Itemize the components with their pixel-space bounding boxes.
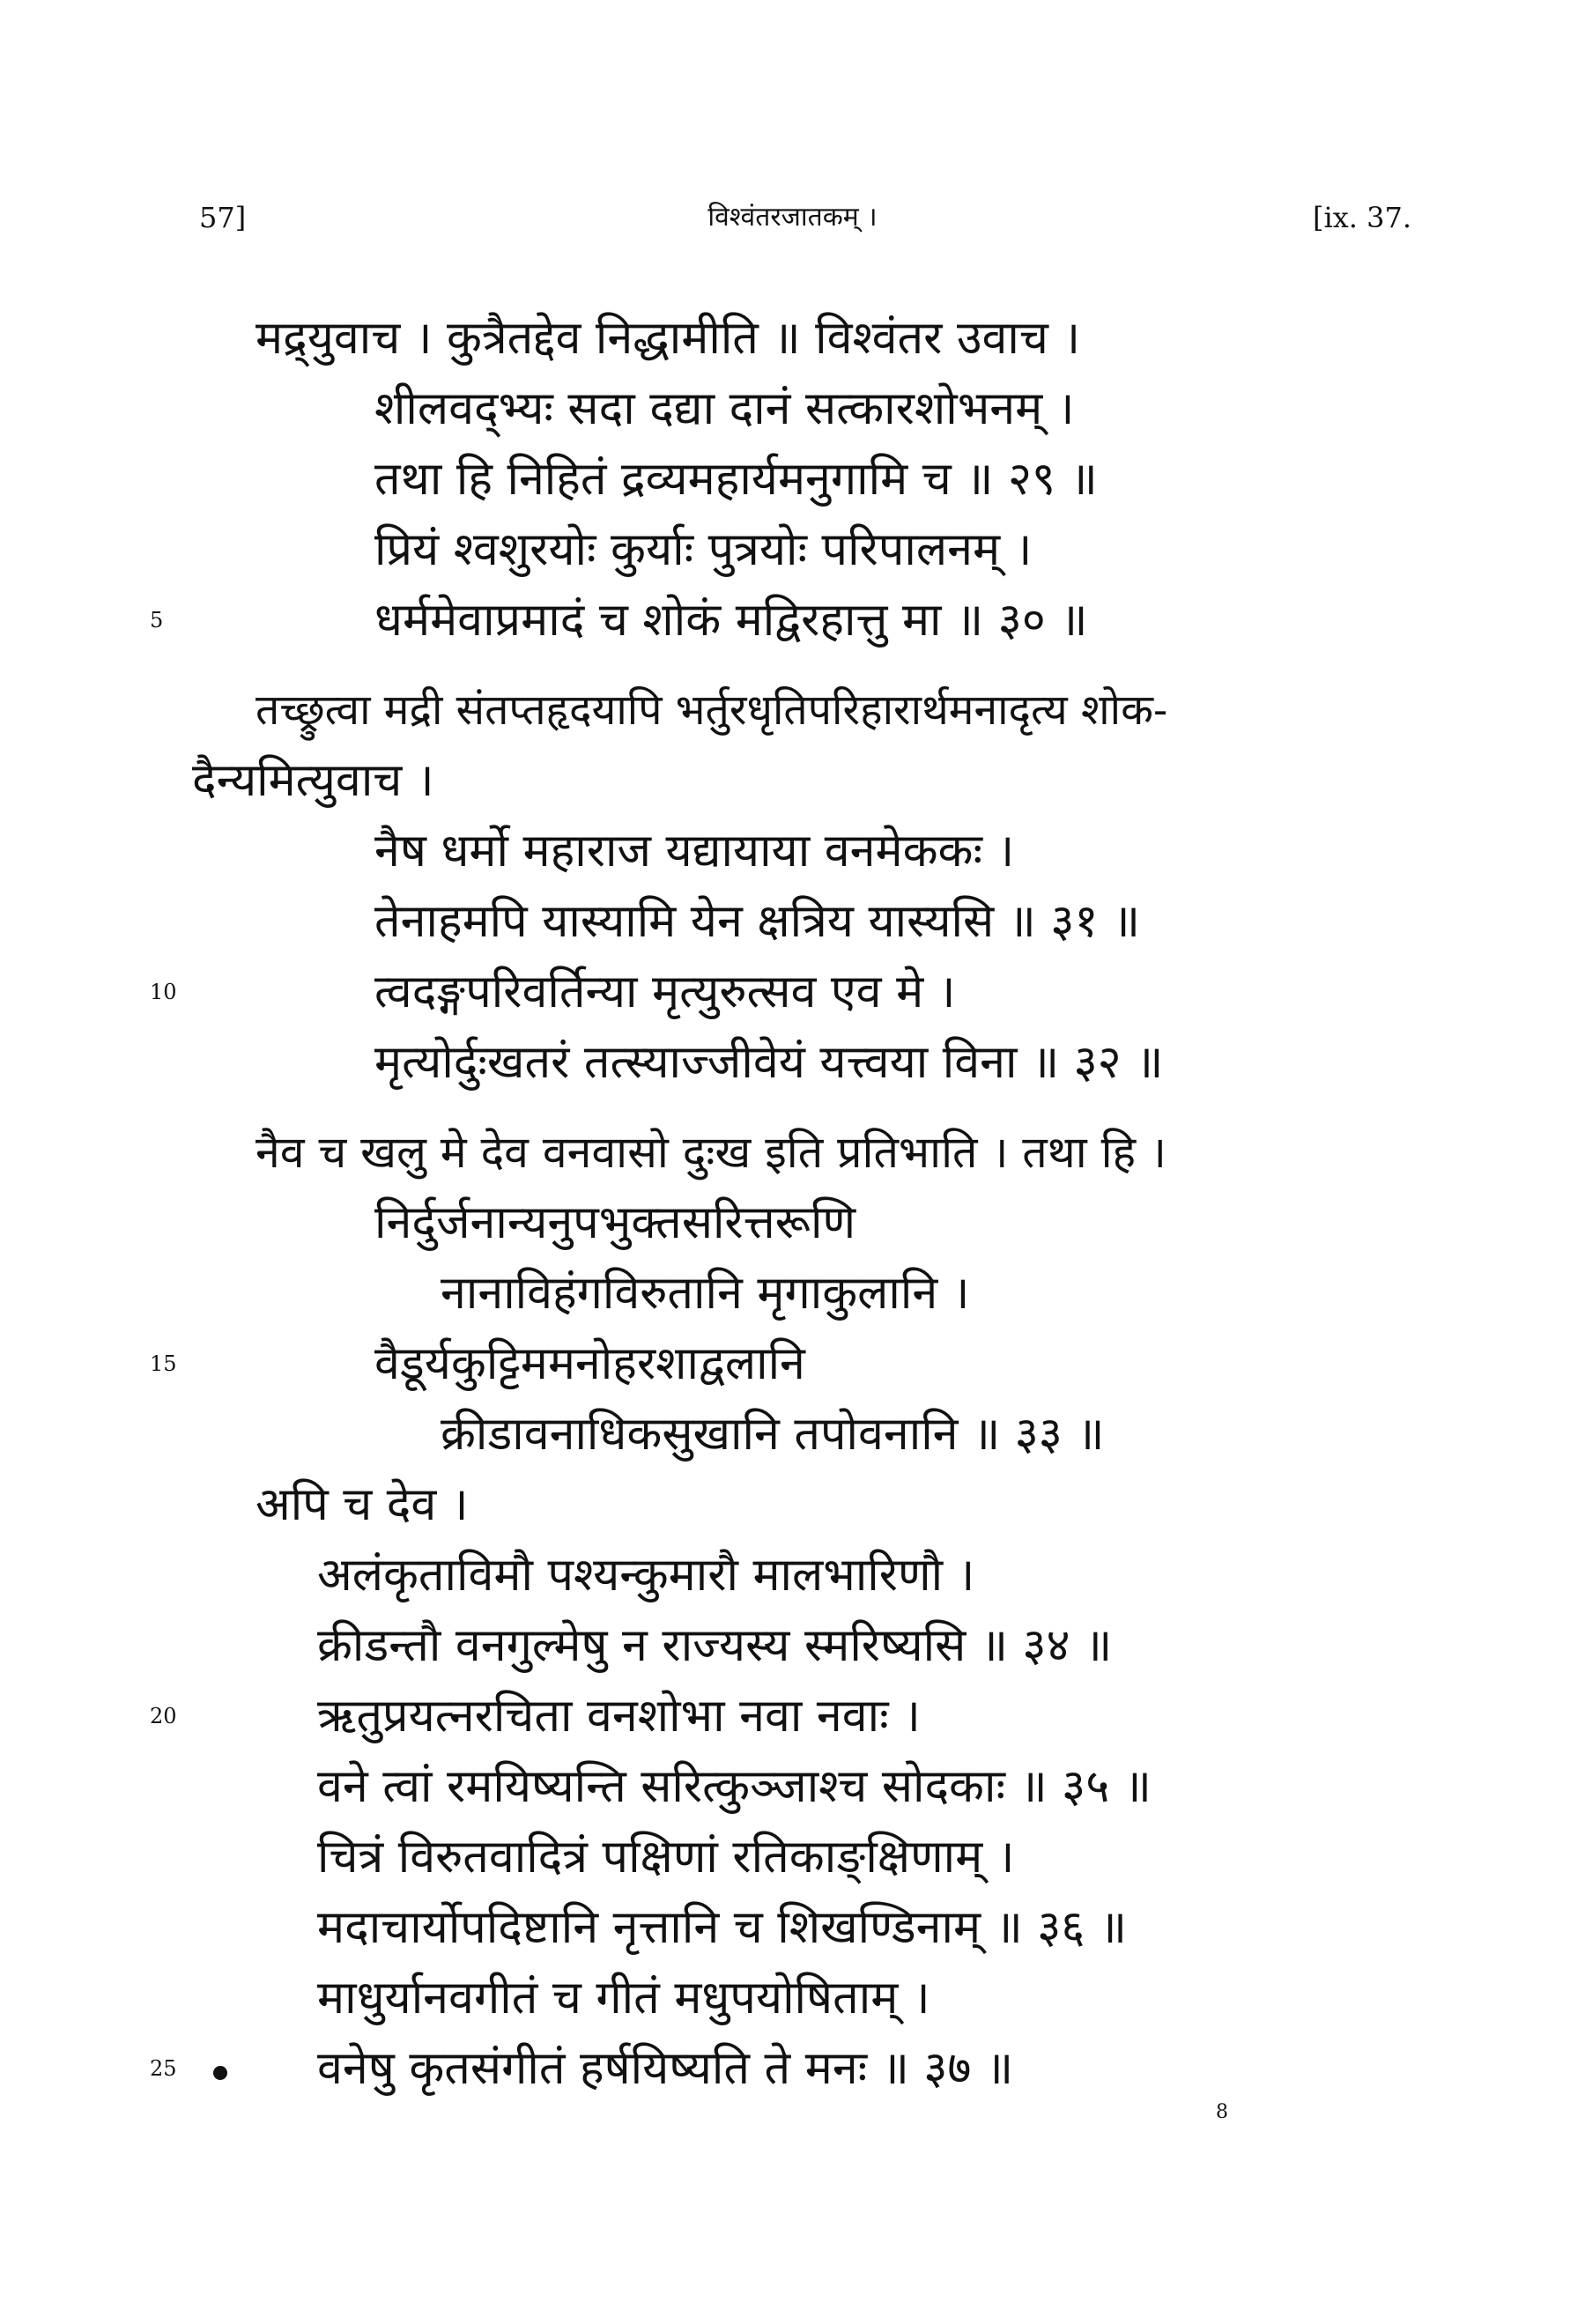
text-line-9: तेनाहमपि यास्यामि येन क्षत्रिय यास्यसि ॥ ३१ ॥ <box>374 895 1141 948</box>
text-line-3: तथा हि निहितं द्रव्यमहार्यमनुगामि च ॥ २९ ॥ <box>374 453 1098 506</box>
text-line-19: क्रीडन्तौ वनगुल्मेषु न राज्यस्य स्मरिष्यसि ॥ ३४ ॥ <box>317 1619 1113 1672</box>
text-line-24: माधुर्यानवगीतं च गीतं मधुपयोषिताम् । <box>317 1972 930 2024</box>
line-number-25: 25 <box>150 2056 177 2081</box>
text-line-5: धर्ममेवाप्रमादं च शोकं मद्विरहात्तु मा ॥ ३० ॥ <box>374 594 1088 647</box>
text-line-10: त्वदङ्गपरिवर्तिन्या मृत्युरुत्सव एव मे । <box>374 966 956 1018</box>
bullet-dot-icon <box>213 2066 227 2080</box>
text-line-13: निर्दुर्जनान्यनुपभुक्तसरित्तरूणि <box>374 1196 856 1249</box>
text-line-21: वने त्वां रमयिष्यन्ति सरित्कुञ्जाश्च सोदकाः ॥ ३५ ॥ <box>317 1760 1152 1813</box>
text-line-2: शीलवद्भ्यः सदा दद्या दानं सत्कारशोभनम् । <box>374 382 1075 435</box>
text-line-16: क्रीडावनाधिकसुखानि तपोवनानि ॥ ३३ ॥ <box>441 1408 1105 1461</box>
line-number-15: 15 <box>150 1351 177 1376</box>
text-line-22: चित्रं विरुतवादित्रं पक्षिणां रतिकाङ्क्षिणाम् । <box>317 1831 1015 1884</box>
text-line-17: अपि च देव । <box>256 1478 469 1531</box>
text-line-15: वैडूर्यकुट्टिममनोहरशाद्वलानि <box>374 1337 805 1390</box>
text-line-20: ऋतुप्रयत्नरचिता वनशोभा नवा नवाः । <box>317 1690 921 1743</box>
text-line-12: नैव च खलु मे देव वनवासो दुःख इति प्रतिभाति । तथा हि । <box>256 1127 1167 1178</box>
text-line-7: दैन्यमित्युवाच । <box>192 754 434 807</box>
text-line-14: नानाविहंगविरुतानि मृगाकुलानि । <box>441 1267 970 1320</box>
text-line-4: प्रियं श्वशुरयोः कुर्याः पुत्रयोः परिपालनम् । <box>374 523 1033 576</box>
line-number-10: 10 <box>150 980 177 1004</box>
line-number-5: 5 <box>150 608 164 633</box>
page-number-ref: 57] <box>199 201 247 234</box>
text-line-8: नैष धर्मो महाराज यद्यायाया वनमेककः । <box>374 825 1015 877</box>
text-line-23: मदाचार्योपदिष्टानि नृत्तानि च शिखण्डिनाम् ॥ ३६ ॥ <box>317 1901 1128 1954</box>
text-line-1: मद्र्युवाच । कुत्रैतद्देव निद्धामीति ॥ विश्वंतर उवाच । <box>256 312 1081 365</box>
running-title: विश्वंतरजातकम् । <box>707 202 878 233</box>
text-line-11: मृत्योर्दुःखतरं तत्स्याज्जीवेयं यत्त्वया विना ॥ ३२ ॥ <box>374 1036 1164 1089</box>
text-line-18: अलंकृताविमौ पश्यन्कुमारौ मालभारिणौ । <box>317 1549 975 1602</box>
text-line-25: वनेषु कृतसंगीतं हर्षयिष्यति ते मनः ॥ ३७ ॥ <box>317 2042 1014 2095</box>
verse-reference: [ix. 37. <box>1313 201 1411 234</box>
text-line-6: तच्छ्रुत्वा मद्री संतप्तहृदयापि भर्तुरधृतिपरिहारार्थमनादृत्य शोक- <box>256 685 1168 735</box>
line-number-20: 20 <box>150 1704 177 1728</box>
signature-mark: 8 <box>1216 2101 1228 2123</box>
